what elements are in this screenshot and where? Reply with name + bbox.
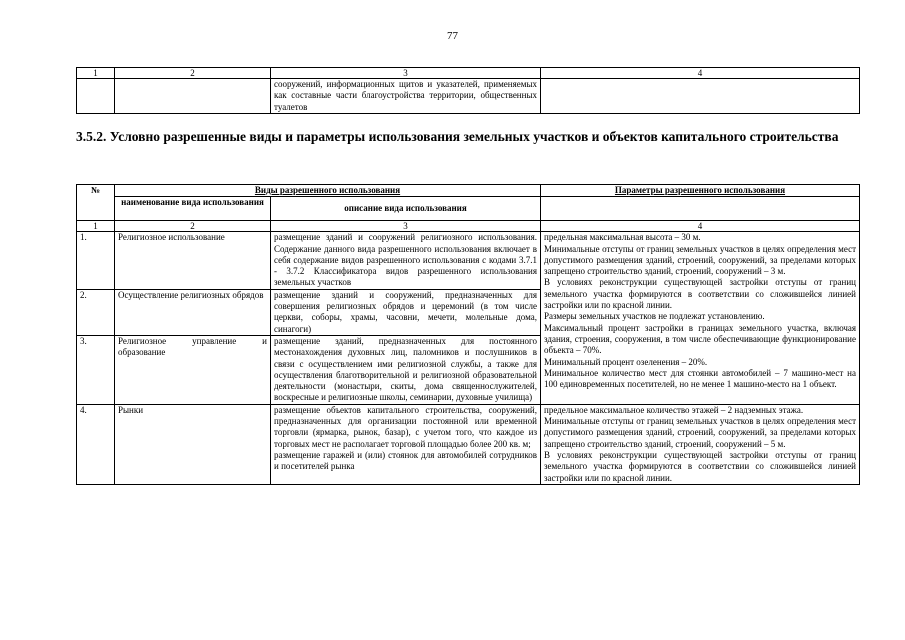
use-name: Осуществление религиозных обрядов — [115, 289, 271, 335]
col-num: 4 — [541, 68, 860, 79]
column-number-row — [77, 68, 860, 79]
header-permitted-uses: Виды разрешенного использования — [115, 185, 541, 197]
cell — [115, 79, 271, 114]
parameter-text: В условиях реконструкции существующей застройки отступы от границ земельного участка формируются в соответствии со сложившейся линией застройки или по красной линии. — [544, 449, 856, 483]
row-number: 2. — [77, 289, 115, 335]
row-number: 3. — [77, 335, 115, 404]
use-name: Религиозное использование — [115, 232, 271, 289]
table-row — [77, 404, 860, 484]
col-num: 3 — [271, 221, 541, 232]
parameter-text: Минимальное количество мест для стоянки автомобилей – 7 машино-мест на 100 единовременных посетителей, но не менее 1 машино-место на 1 объект. — [544, 367, 856, 390]
use-description: размещение зданий и сооружений, предназначенных для совершения религиозных обрядов и церемоний (в том числе церкви, соборы, храмы, часовни, мечети, молельные дома, синагоги) — [271, 289, 541, 335]
use-name: Рынки — [115, 404, 271, 484]
use-description: размещение зданий и сооружений религиозного использования. Содержание данного вида разрешенного использования включает в себя содержание видов разрешенного использования с кодами 3.7.1 - 3.7.2 Классификатора видов разрешенного использования земельных участков — [271, 232, 541, 289]
use-parameters — [541, 404, 860, 484]
header-use-description: описание вида использования — [271, 197, 541, 221]
table-row — [77, 232, 860, 289]
col-num: 1 — [77, 221, 115, 232]
use-description-text: размещение гаражей и (или) стоянок для автомобилей сотрудников и посетителей рынка — [274, 449, 537, 472]
header-number: № — [77, 185, 115, 221]
subheader-row — [77, 197, 860, 221]
header-use-name: наименование вида использования — [115, 197, 271, 221]
conditional-uses-table — [76, 184, 860, 485]
parameter-text: Размеры земельных участков не подлежат установлению. — [544, 311, 765, 322]
column-number-row — [77, 221, 860, 232]
row-number: 1. — [77, 232, 115, 289]
row-number: 4. — [77, 404, 115, 484]
header-row — [77, 185, 860, 197]
parameter-text: предельная максимальная высота – 30 м. — [544, 232, 701, 243]
col-num: 2 — [115, 68, 271, 79]
parameter-text: Минимальный процент озеленения – 20%. — [544, 356, 708, 367]
parameter-text: В условиях реконструкции существующей застройки отступы от границ земельного участка формируются в соответствии со сложившейся линией застройки или по красной линии. — [544, 277, 856, 311]
use-name: Религиозное управление и образование — [115, 335, 271, 404]
continuation-table — [76, 67, 860, 114]
cell — [541, 79, 860, 114]
use-description-text: размещение объектов капитального строительства, сооружений, предназначенных для организации постоянной или временной торговли (ярмарка, рынок, базар), с учетом того, что каждое из торговых мест не располагает торговой площадью более 200 кв. м; — [274, 404, 537, 449]
col-num: 2 — [115, 221, 271, 232]
table-row — [77, 79, 860, 114]
use-description — [271, 404, 541, 484]
col-num: 3 — [271, 68, 541, 79]
parameter-text: Минимальные отступы от границ земельных участков в целях определения мест допустимого размещения зданий, строений, сооружений, за пределами которых запрещено строительство зданий, строений, сооружений – 5 м. — [544, 416, 856, 449]
parameter-text: предельное максимальное количество этажей – 2 надземных этажа. — [544, 404, 804, 415]
header-parameters: Параметры разрешенного использования — [541, 185, 860, 197]
section-heading: 3.5.2. Условно разрешенные виды и параметры использования земельных участков и объектов капитального строительства — [76, 129, 839, 144]
page-number: 77 — [447, 30, 458, 42]
use-parameters — [541, 232, 860, 404]
col-num: 4 — [541, 221, 860, 232]
cell — [77, 79, 115, 114]
use-description: сооружений, информационных щитов и указателей, применяемых как составные части благоустройства территории, общественных туалетов — [271, 79, 541, 114]
use-description: размещение зданий, предназначенных для постоянного местонахождения духовных лиц, паломников и послушников в связи с осуществлением ими религиозной службы, а также для осуществления благотворительной и религиозной образовательной деятельности (монастыри, скиты, дома священнослужителей, воскресные и религиозные школы, семинарии, духовные училища) — [271, 335, 541, 404]
cell — [541, 197, 860, 221]
col-num: 1 — [77, 68, 115, 79]
parameter-text: Минимальные отступы от границ земельных участков в целях определения мест допустимого размещения зданий, строений, сооружений, за пределами которых запрещено строительство зданий, строений, сооружений – 3 м. — [544, 243, 856, 277]
parameter-text: Максимальный процент застройки в границах земельного участка, включая здания, строения, сооружения, в том числе обеспечивающие функционирование объекта – 70%. — [544, 322, 856, 356]
